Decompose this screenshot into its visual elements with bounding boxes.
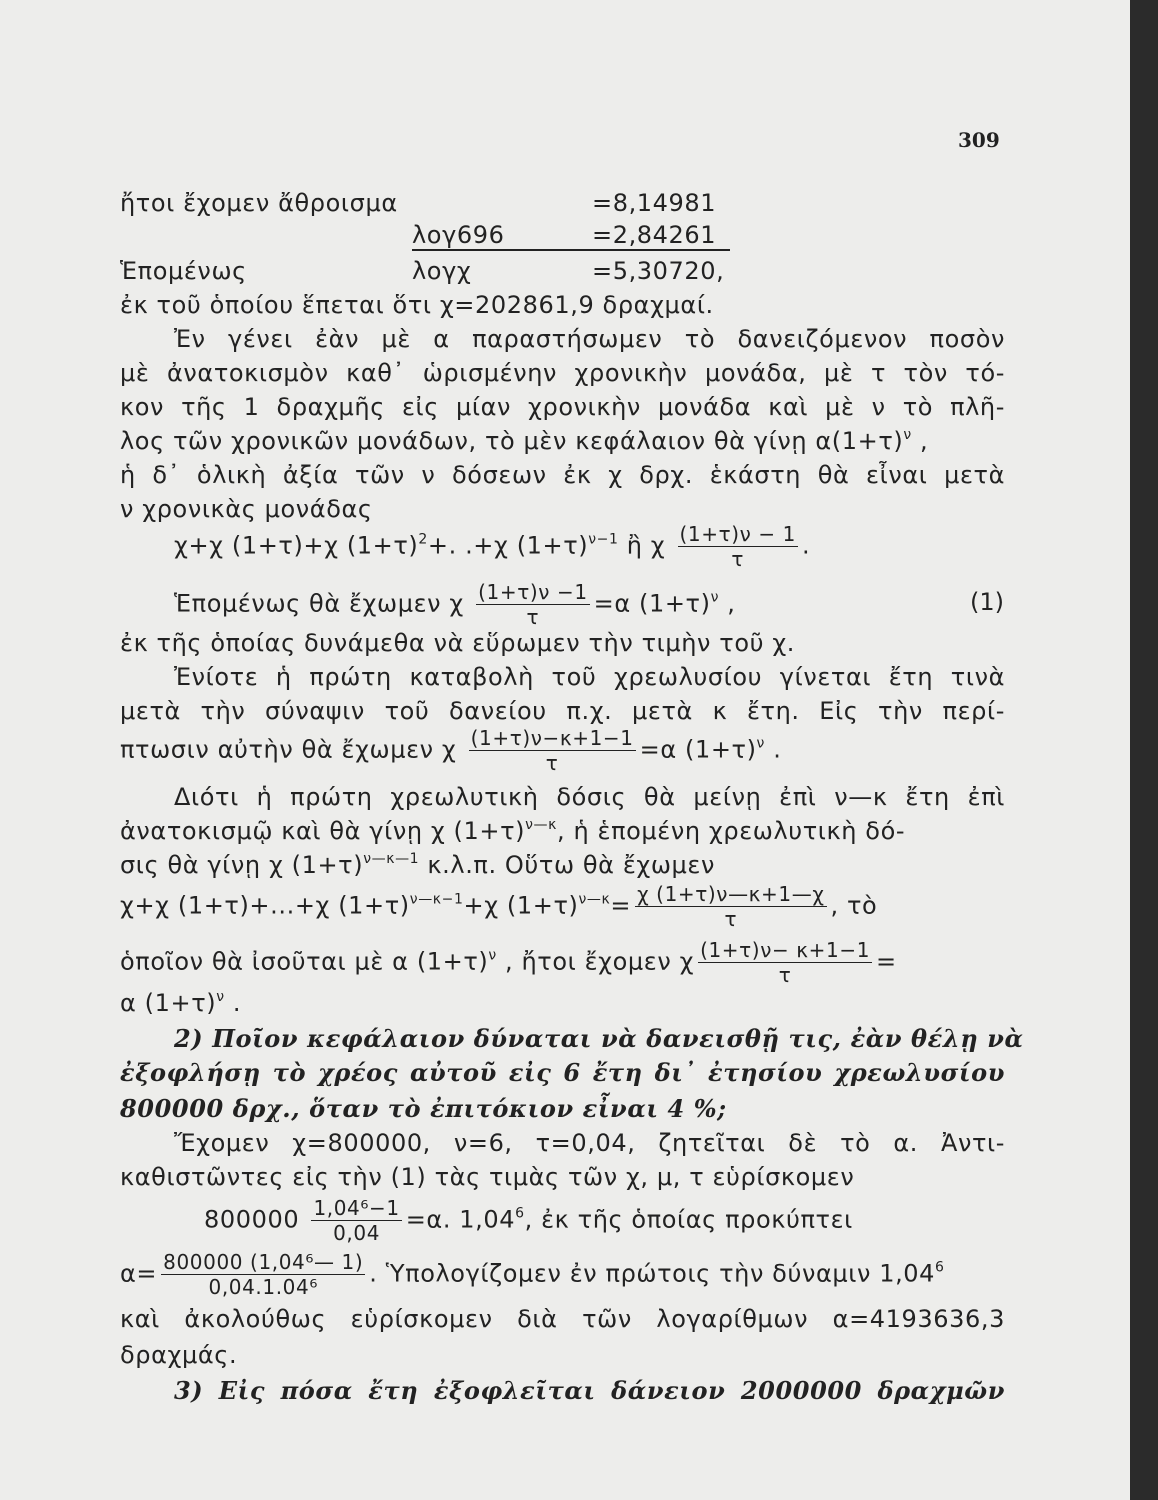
- problem-2-line-2: ἐξοφλήσῃ τὸ χρέος αὐτοῦ εἰς 6 ἔτη δι᾽ ἐτησίου χρεωλυσίου: [120, 1058, 1005, 1087]
- calc-line-3-value: =5,30720,: [592, 257, 725, 285]
- page-number: 309: [958, 128, 1000, 152]
- solution-2-fraction-2: $\frac{\text{800000 (1,04⁶— 1)}}{\text{0,04.1.04⁶}}$: [163, 1250, 364, 1299]
- calc-line-1-label: ἤτοι ἔχομεν ἄθροισμα: [120, 189, 398, 217]
- para2-line-1: ἐκ τῆς ὁποίας δυνάμεθα νὰ εὕρωμεν τὴν τιμὴν τοῦ χ.: [120, 629, 796, 657]
- para1-line-2: μὲ ἀνατοκισμὸν καθ᾽ ὡρισμένην χρονικὴν μονάδα, μὲ τ τὸν τό-: [120, 359, 1005, 387]
- para3-line-6: α $(1+\tau)^\nu$ .: [120, 989, 242, 1017]
- sum-rule: [412, 249, 730, 251]
- para2-line-2: Ἐνίοτε ἡ πρώτη καταβολὴ τοῦ χρεωλυσίου γίνεται ἔτη τινὰ: [174, 663, 1005, 691]
- solution-2-fraction-1: $\frac{\text{1,04⁶−1}}{0,04}$: [313, 1196, 400, 1245]
- problem-2-line-1: 2) Ποῖον κεφάλαιον δύναται νὰ δανεισθῇ τις, ἐὰν θέλῃ νὰ: [174, 1024, 1024, 1053]
- calc-line-3-mid: λογχ: [412, 257, 472, 285]
- problem-2-line-3: 800000 δρχ., ὅταν τὸ ἐπιτόκιον εἶναι 4 %;: [120, 1094, 727, 1123]
- solution-2-line-4: α= $\frac{\text{800000 (1,04⁶— 1)}}{\text{0,04.1.04⁶}}$ . Ὑπολογίζομεν ἐν πρώτοις τὴν δύναμιν 1,04$^6$: [120, 1250, 945, 1299]
- para2-fraction: $\frac{(1+\tau)\nu-\kappa+1-1}{\tau}$: [470, 726, 634, 775]
- formula-equation-1-fraction: $\frac{(1+\tau)\nu -1}{\tau}$: [478, 580, 588, 629]
- formula-series: χ+χ (1+τ)+χ $(1+\tau)^2+$. .+χ $(1+\tau)^{\nu-1}$ ἢ χ $\frac{(1+\tau)\nu - 1}{\tau}$ .: [174, 522, 811, 571]
- para1-line-4: λος τῶν χρονικῶν μονάδων, τὸ μὲν κεφάλαιον θὰ γίνῃ $\alpha(1+\tau)^\nu$ ,: [120, 427, 929, 455]
- solution-2-line-2: καθιστῶντες εἰς τὴν (1) τὰς τιμὰς τῶν χ, μ, τ εὑρίσκομεν: [120, 1163, 855, 1191]
- para3-line-5: ὁποῖον θὰ ἰσοῦται μὲ α $(1+\tau)^\nu$ , ἤτοι ἔχομεν χ $\frac{(1+\tau)\nu- \kappa+1-1}{\tau}$ =: [120, 938, 897, 987]
- problem-3-line-1: 3) Εἰς πόσα ἔτη ἐξοφλεῖται δάνειον 2000000 δραχμῶν: [174, 1376, 1005, 1405]
- formula-equation-1: Ἑπομένως θὰ ἔχωμεν χ $\frac{(1+\tau)\nu -1}{\tau}$ =α $(1+\tau)^\nu$ ,: [174, 580, 736, 629]
- para1-line-3: κον τῆς 1 δραχμῆς εἰς μίαν χρονικὴν μονάδα καὶ μὲ ν τὸ πλῆ-: [120, 393, 1005, 421]
- para1-line-5: ἡ δ᾽ ὁλικὴ ἀξία τῶν ν δόσεων ἐκ χ δρχ. ἑκάστη θὰ εἶναι μετὰ: [120, 461, 1005, 489]
- para2-line-3: μετὰ τὴν σύναψιν τοῦ δανείου π.χ. μετὰ κ ἔτη. Εἰς τὴν περί-: [120, 697, 1005, 725]
- calc-line-2-label: λογ696: [412, 221, 505, 249]
- solution-2-line-5: καὶ ἀκολούθως εὑρίσκομεν διὰ τῶν λογαρίθμων α=4193636,3: [120, 1305, 1005, 1333]
- formula-series-fraction: $\frac{(1+\tau)\nu - 1}{\tau}$: [679, 522, 796, 571]
- solution-2-line-1: Ἔχομεν χ=800000, ν=6, τ=0,04, ζητεῖται δὲ τὸ α. Ἀντι-: [174, 1129, 1005, 1157]
- para1-line-1: Ἐν γένει ἐὰν μὲ α παραστήσωμεν τὸ δανειζόμενον ποσὸν: [174, 325, 1005, 353]
- solution-2-line-6: δραχμάς.: [120, 1341, 238, 1369]
- equation-number: (1): [970, 588, 1004, 616]
- para3-line-2: ἀνατοκισμῷ καὶ θὰ γίνῃ χ $(1+\tau)^{\nu—\kappa}$, ἡ ἑπομένη χρεωλυτικὴ δό-: [120, 817, 906, 845]
- para3-line-5-fraction: $\frac{(1+\tau)\nu- \kappa+1-1}{\tau}$: [700, 938, 871, 987]
- para3-series-formula: χ+χ (1+τ)+...+χ $(1+\tau)^{\nu—\kappa-1}+\chi$ $(1+\tau)^{\nu—\kappa}=$ $\frac{\chi (1+\tau)\nu—\kappa+1—\chi}{\tau}$ , τὸ: [120, 882, 878, 931]
- para2-line-4: πτωσιν αὐτὴν θὰ ἔχωμεν χ $\frac{(1+\tau)\nu-\kappa+1-1}{\tau}$ =α $(1+\tau)^\nu$ .: [120, 726, 782, 775]
- calc-line-1-value: =8,14981: [592, 189, 717, 217]
- para3-line-1: Διότι ἡ πρώτη χρεωλυτικὴ δόσις θὰ μείνῃ ἐπὶ ν—κ ἔτη ἐπὶ: [174, 783, 1005, 811]
- para1-line-6: ν χρονικὰς μονάδας: [120, 495, 373, 523]
- calc-line-3-label: Ἑπομένως: [120, 257, 247, 285]
- para3-series-fraction: $\frac{\chi (1+\tau)\nu—\kappa+1—\chi}{\tau}$: [637, 882, 825, 931]
- solution-2-line-3: 800000 $\frac{\text{1,04⁶−1}}{0,04}$ =α. 1,04$^6$, ἐκ τῆς ὁποίας προκύπτει: [204, 1196, 853, 1245]
- calc-result-line: ἐκ τοῦ ὁποίου ἕπεται ὅτι χ=202861,9 δραχμαί.: [120, 291, 714, 319]
- para3-line-3: σις θὰ γίνῃ χ $(1+\tau)^{\nu—\kappa—1}$ κ.λ.π. Οὕτω θὰ ἔχωμεν: [120, 851, 715, 879]
- calc-line-2-value: =2,84261: [592, 221, 717, 249]
